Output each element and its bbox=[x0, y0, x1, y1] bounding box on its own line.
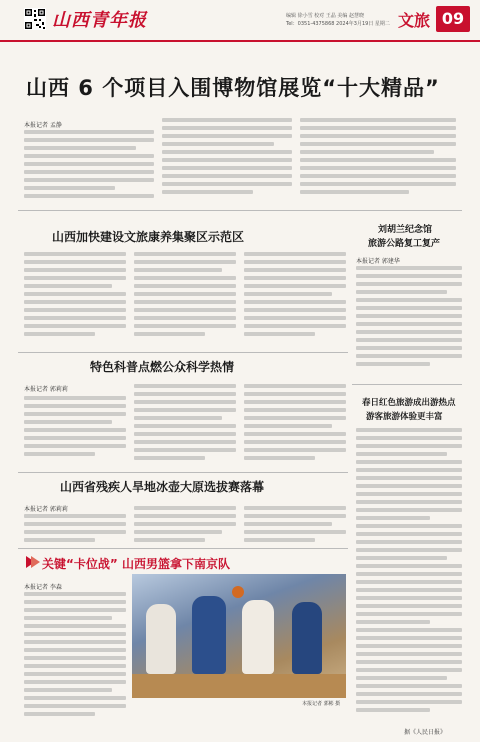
basketball bbox=[232, 586, 244, 598]
article-body bbox=[244, 506, 346, 546]
court-floor bbox=[132, 674, 346, 698]
player-figure bbox=[146, 604, 176, 674]
article-headline: 刘胡兰纪念馆 bbox=[378, 225, 433, 235]
article-byline: 本报记者 郭建华 bbox=[356, 258, 400, 265]
masthead bbox=[0, 0, 480, 42]
photo-credit: 本报记者 郭彬 摄 bbox=[302, 701, 341, 707]
article-body bbox=[244, 252, 346, 348]
lead-headline: 山西 6 个项目入围博物馆展览“十大精品” bbox=[26, 76, 440, 100]
divider bbox=[352, 384, 462, 385]
article-body bbox=[356, 428, 462, 718]
article-body bbox=[356, 266, 462, 378]
arrow-icon bbox=[26, 556, 40, 568]
qr-code-icon bbox=[24, 8, 46, 30]
contact-date: Tel：0351-4375868 2024年3月19日 星期二 bbox=[286, 21, 390, 27]
lead-body-col2 bbox=[162, 118, 292, 206]
article-body bbox=[24, 252, 126, 348]
article-byline: 本报记者 郭莉莉 bbox=[24, 506, 68, 513]
article-headline-line2: 游客旅游体验更丰富 bbox=[366, 412, 443, 422]
basketball-photo bbox=[132, 574, 346, 698]
newspaper-logo: 山西青年报 bbox=[52, 10, 147, 31]
divider bbox=[18, 352, 348, 353]
source-note: 据《人民日报》 bbox=[404, 729, 447, 736]
editor-info: 编辑 徐小雪 校对 王晶 美编 赵慧晓 bbox=[286, 13, 364, 19]
article-body bbox=[244, 384, 346, 468]
lead-byline: 本报记者 孟静 bbox=[24, 122, 62, 129]
divider bbox=[18, 548, 348, 549]
article-body bbox=[134, 506, 236, 546]
article-body bbox=[134, 384, 236, 468]
article-body bbox=[24, 396, 126, 468]
article-headline-line2: 旅游公路复工复产 bbox=[368, 239, 441, 249]
article-headline: 山西省残疾人旱地冰壶大原选拔赛落幕 bbox=[60, 480, 265, 494]
divider bbox=[18, 210, 462, 211]
article-headline: 特色科普点燃公众科学热情 bbox=[90, 360, 235, 374]
article-headline: 山西加快建设文旅康养集聚区示范区 bbox=[52, 230, 245, 244]
article-body bbox=[24, 592, 126, 720]
section-title: 文旅 bbox=[398, 11, 431, 30]
page-number: 09 bbox=[436, 6, 470, 32]
article-byline: 本报记者 郭莉莉 bbox=[24, 386, 68, 393]
article-body bbox=[134, 252, 236, 348]
article-headline: 关键“卡位战” 山西男篮拿下南京队 bbox=[42, 557, 230, 571]
player-figure bbox=[242, 600, 274, 674]
lead-body-col1 bbox=[24, 130, 154, 206]
player-figure bbox=[192, 596, 226, 674]
divider bbox=[18, 472, 348, 473]
lead-body-col3 bbox=[300, 118, 456, 206]
player-figure bbox=[292, 602, 322, 674]
article-body bbox=[24, 514, 126, 546]
article-headline: 春日红色旅游成出游热点 bbox=[362, 398, 456, 408]
article-byline: 本报记者 李森 bbox=[24, 584, 62, 591]
